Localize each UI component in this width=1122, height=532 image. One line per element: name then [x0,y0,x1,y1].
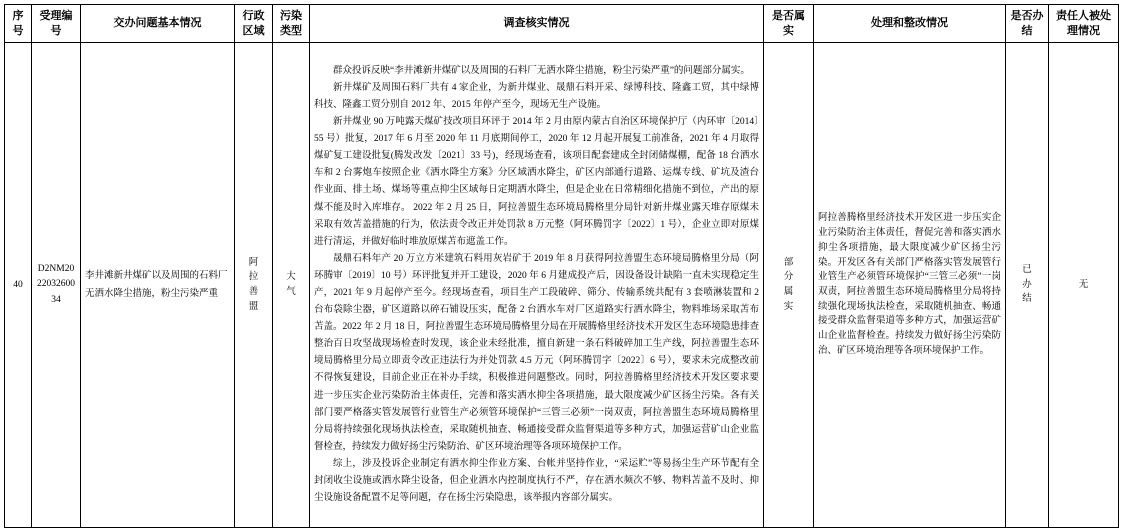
cell-is-true [764,43,814,528]
header-pollution-type: 污染类型 [273,5,310,43]
investigation-paragraph-4: 晟鼎石料年产 20 万立方米建筑石料用灰岩矿于 2019 年 8 月获得阿拉善盟生态环境局腾格里分局（阿环腾审〔2019〕10 号）环评批复并开工建设，2020 年 6 月建成投产后，因设备设计缺陷一直未实现稳定生产，2021 年 9 月起停产至今。经现场查看，项目生产工段破碎、筛分、传输系统共配有 3 套喷淋装置和 2 台布袋除尘器，矿区道路以碎石铺设压实，配备 2 台洒水车对厂区道路实行洒水降尘，物料堆场采取苫布苫盖。2022 年 2 月 18 日，阿拉善盟生态环境局腾格里分局在开展腾格里经济技术开发区生态环境隐患排查整治百日攻坚战现场检查时发现，该企业未经批准，擅自新建一条石料破碎加工生产线，阿拉善盟生态环境局腾格里分局立即责令改正违法行为并处罚款 4.5 万元（阿环腾罚字〔2022〕6 号），要求未完成整改前不得恢复建设，目前企业正在补办手续，积极推进问题整改。同时，阿拉善腾格里经济技术开发区要求要进一步压实企业污染防治主体责任，完善和落实洒水抑尘各项措施，最大限度减少矿区扬尘污染。各有关部门要严格落实管发展管行业管生产必须管环境保护“三管三必须”一岗双责，阿拉善盟生态环境局腾格里分局将持续强化现场执法检查，采取随机抽查、畅通接受群众监督渠道等多种方式，加强运营矿山企业监督检查，持续发力做好扬尘污染防治、矿区环境治理等各项环境保护工作。 [314,253,759,452]
header-serial: 序号 [5,5,32,43]
investigation-paragraph-1: 群众投诉反映“李井滩新井煤矿以及周围的石料厂无洒水降尘措施，粉尘污染严重”的问题部分属实。 [333,65,750,76]
cell-investigation [310,43,764,528]
is-true-value: 部分属实 [783,257,794,312]
header-investigation: 调查核实情况 [310,5,764,43]
complaint-report-table [4,4,1119,528]
header-acceptance-number: 受理编号 [32,5,81,43]
cell-is-concluded [1006,43,1049,528]
cell-problem: 李井滩新井煤矿以及周围的石料厂无洒水降尘措施，粉尘污染严重 [81,43,235,528]
investigation-paragraph-5: 综上，涉及投诉企业制定有洒水抑尘作业方案、台帐并坚持作业，“采运贮”等易扬尘生产环节配有全封闭收尘设施或洒水降尘设备，但企业洒水内控制度执行不严，存在洒水频次不够、物料苫盖不及时、抑尘设施设备配置不足等问题，存在扬尘污染隐患，该举报内容部分属实。 [314,458,759,504]
header-problem: 交办问题基本情况 [81,5,235,43]
header-is-true: 是否属实 [764,5,814,43]
cell-handling: 阿拉善腾格里经济技术开发区进一步压实企业污染防治主体责任，督促完善和落实洒水抑尘各项措施，最大限度减少矿区扬尘污染。开发区各有关部门严格落实管发展管行业管生产必须管环境保护“三管三必须”一岗双责，阿拉善盟生态环境局腾格里分局将持续强化现场执法检查，采取随机抽查、畅通接受群众监督渠道等多种方式，加强运营矿山企业监督检查。持续发力做好扬尘污染防治、矿区环境治理等各项环境保护工作。 [814,43,1006,528]
header-handling: 处理和整改情况 [814,5,1006,43]
pollution-type-value: 大气 [286,272,296,297]
cell-region [235,43,273,528]
header-is-concluded: 是否办结 [1006,5,1049,43]
investigation-paragraph-3: 新井煤业 90 万吨露天煤矿技改项目环评于 2014 年 2 月由原内蒙古自治区环境保护厅（内环审〔2014〕55 号）批复，2017 年 6 月至 2020 年 11 月底期间停工，2020 年 12 月起开展复工前准备，2021 年 4 月取得煤矿复工建设批复(腾发改发〔2021〕33 号)，经现场查看，该项目配套建成全封闭储煤棚，配备 18 台洒水车和 2 台雾炮车按照企业《洒水降尘方案》分区域洒水降尘，矿区内部通行道路、运煤专线、矿坑及渣台作业面、排土场、煤场等重点抑尘区域每日定期洒水降尘，但是企业在日常精细化措施不到位，产出的原煤不能及时入库堆存。 2022 年 2 月 25 日，阿拉善盟生态环境局腾格里分局针对新井煤业露天堆存原煤未采取有效苫盖措施的行为，依法责令改正并处罚款 8 万元整（阿环腾罚字〔2022〕1 号），企业立即对原煤进行清运，并做好临时堆放原煤苫布遮盖工作。 [314,117,759,247]
cell-pollution-type [273,43,310,528]
header-region: 行政区域 [235,5,273,43]
header-row [5,5,1119,43]
cell-serial: 40 [5,43,32,528]
is-concluded-value: 已办结 [1022,264,1032,305]
table-row [5,43,1119,528]
cell-responsible-person: 无 [1049,43,1119,528]
header-responsible-person: 责任人被处理情况 [1049,5,1119,43]
cell-acceptance-number: D2NM202203260034 [32,43,81,528]
region-value: 阿拉善盟 [248,257,259,312]
investigation-paragraph-2: 新井煤矿及周围石料厂共有 4 家企业，为新井煤业、晟鼎石料开采、绿博科技、隆鑫工贸，其中绿博科技、隆鑫工贸分别自 2012 年、2015 年停产至今，现场无生产设施。 [314,82,759,110]
